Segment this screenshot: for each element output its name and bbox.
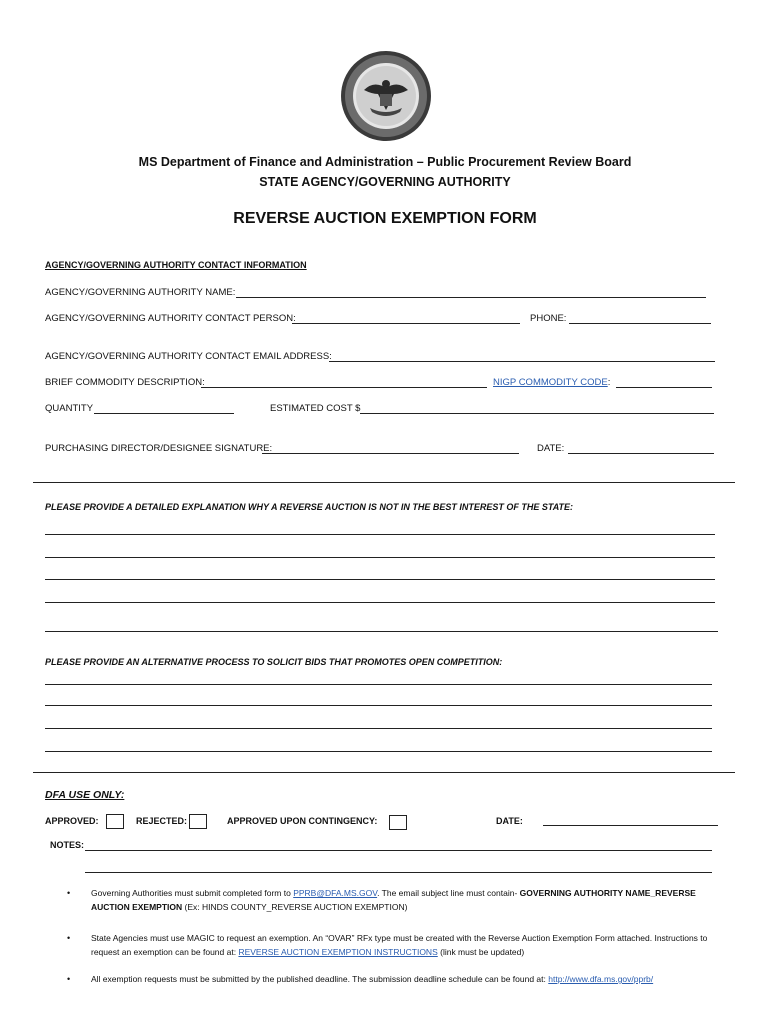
- estimated-cost-field[interactable]: [360, 413, 714, 414]
- bullet-deadline: All exemption requests must be submitted by the published deadline. The submission deadline schedule can be found at: http://www.dfa.ms.gov/pprb/: [91, 974, 654, 984]
- contingency-checkbox[interactable]: [389, 815, 407, 830]
- contact-email-field[interactable]: [329, 361, 715, 362]
- pprb-website-link[interactable]: http://www.dfa.ms.gov/pprb/: [548, 974, 654, 984]
- signature-field[interactable]: [262, 453, 519, 454]
- commodity-description-field[interactable]: [201, 387, 487, 388]
- contingency-label: APPROVED UPON CONTINGENCY:: [227, 816, 378, 826]
- agency-name-label: AGENCY/GOVERNING AUTHORITY NAME:: [45, 287, 236, 298]
- bullet-governing-authorities: Governing Authorities must submit completed form to PPRB@DFA.MS.GOV. The email subject line must contain- GOVERNING AUTHORITY NAME_REVERSE AUCTION EXEMPTION (Ex: HINDS COUNTY_REVERSE AUCTION EXEMPTION): [91, 888, 696, 912]
- explanation-prompt: PLEASE PROVIDE A DETAILED EXPLANATION WHY A REVERSE AUCTION IS NOT IN THE BEST INTEREST OF THE STATE:: [45, 502, 574, 512]
- bullet-icon: •: [67, 933, 71, 943]
- notes-label: NOTES:: [50, 840, 85, 850]
- alternative-line[interactable]: [45, 705, 712, 706]
- pprb-email-link[interactable]: PPRB@DFA.MS.GOV: [293, 888, 378, 898]
- header-agency-line: MS Department of Finance and Administration – Public Procurement Review Board: [138, 155, 632, 169]
- nigp-code-link[interactable]: NIGP COMMODITY CODE: [493, 377, 608, 388]
- bullet-icon: •: [67, 888, 71, 898]
- section-divider: [33, 772, 735, 773]
- dfa-use-title: DFA USE ONLY:: [45, 789, 125, 801]
- explanation-line[interactable]: [45, 534, 715, 535]
- signature-label: PURCHASING DIRECTOR/DESIGNEE SIGNATURE:: [45, 443, 273, 454]
- approved-label: APPROVED:: [45, 816, 99, 826]
- quantity-field[interactable]: [94, 413, 234, 414]
- explanation-line[interactable]: [45, 631, 718, 632]
- dfa-date-label: DATE:: [496, 816, 523, 826]
- alternative-line[interactable]: [45, 728, 712, 729]
- phone-label: PHONE:: [530, 313, 567, 324]
- form-title: REVERSE AUCTION EXEMPTION FORM: [233, 210, 537, 227]
- contact-person-field[interactable]: [292, 323, 520, 324]
- alternative-prompt: PLEASE PROVIDE AN ALTERNATIVE PROCESS TO SOLICIT BIDS THAT PROMOTES OPEN COMPETITION:: [45, 657, 503, 667]
- nigp-code-field[interactable]: [616, 387, 712, 388]
- rejected-label: REJECTED:: [136, 816, 188, 826]
- header-subtitle: STATE AGENCY/GOVERNING AUTHORITY: [259, 175, 511, 189]
- section-divider: [33, 482, 735, 483]
- explanation-line[interactable]: [45, 602, 715, 603]
- estimated-cost-label: ESTIMATED COST $: [270, 403, 361, 414]
- alternative-line[interactable]: [45, 684, 712, 685]
- bullet-icon: •: [67, 974, 71, 984]
- explanation-line[interactable]: [45, 579, 715, 580]
- rejected-checkbox[interactable]: [189, 814, 207, 829]
- contact-email-label: AGENCY/GOVERNING AUTHORITY CONTACT EMAIL ADDRESS:: [45, 351, 332, 362]
- commodity-description-label: BRIEF COMMODITY DESCRIPTION:: [45, 377, 205, 388]
- quantity-label: QUANTITY: [45, 403, 94, 414]
- contact-person-label: AGENCY/GOVERNING AUTHORITY CONTACT PERSON:: [45, 313, 296, 324]
- instructions-link[interactable]: REVERSE AUCTION EXEMPTION INSTRUCTIONS: [238, 947, 438, 957]
- bullet-state-agencies: State Agencies must use MAGIC to request an exemption. An “OVAR” RFx type must be created with the Reverse Auction Exemption Form attached. Instructions to request an exemption can be found at: REVERSE AUCTION EXEMPTION INSTRUCTIONS (link must be updated): [91, 933, 708, 957]
- phone-field[interactable]: [569, 323, 711, 324]
- agency-name-field[interactable]: [236, 297, 706, 298]
- state-seal-logo: [340, 50, 432, 142]
- signature-date-label: DATE:: [537, 443, 565, 454]
- nigp-colon: :: [607, 377, 611, 388]
- signature-date-field[interactable]: [568, 453, 714, 454]
- alternative-line[interactable]: [45, 751, 712, 752]
- contact-section-title: AGENCY/GOVERNING AUTHORITY CONTACT INFORMATION: [45, 260, 307, 270]
- explanation-line[interactable]: [45, 557, 715, 558]
- notes-line[interactable]: [85, 872, 712, 873]
- dfa-date-field[interactable]: [543, 825, 718, 826]
- notes-line[interactable]: [85, 850, 712, 851]
- approved-checkbox[interactable]: [106, 814, 124, 829]
